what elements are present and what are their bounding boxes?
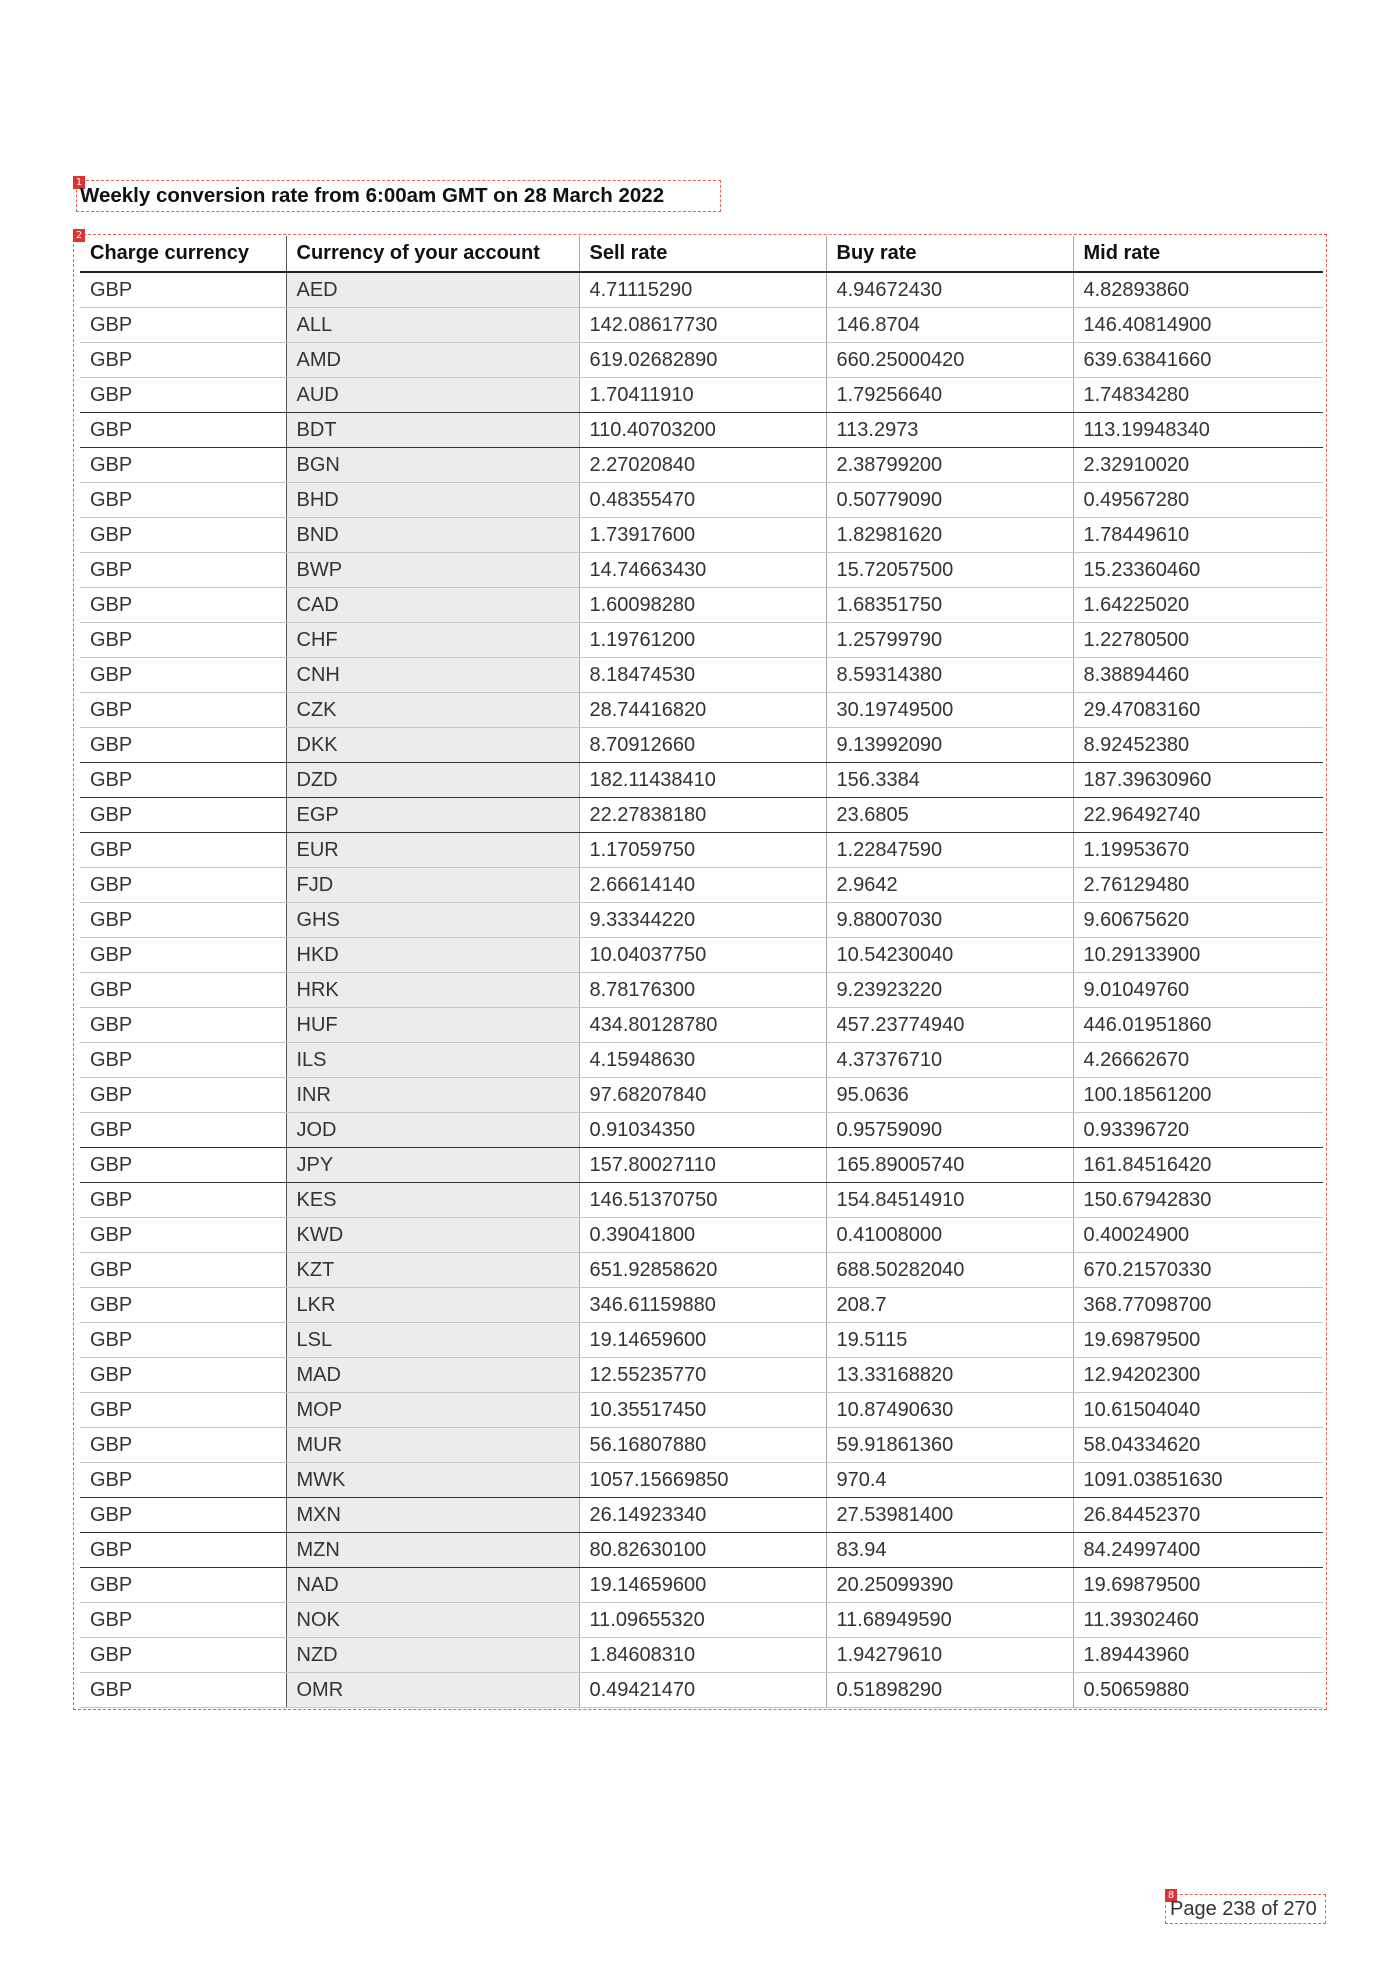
page-number: Page 238 of 270 (1170, 1898, 1317, 1920)
table-row (80, 728, 1323, 763)
cell-sell-rate: 1057.15669850 (579, 1463, 826, 1498)
cell-buy-rate: 11.68949590 (826, 1603, 1073, 1638)
cell-account-currency: KES (286, 1183, 579, 1218)
table-row (80, 343, 1323, 378)
cell-sell-rate: 8.78176300 (579, 973, 826, 1008)
cell-charge-currency: GBP (80, 1673, 286, 1708)
cell-sell-rate: 97.68207840 (579, 1078, 826, 1113)
cell-charge-currency: GBP (80, 868, 286, 903)
cell-charge-currency: GBP (80, 693, 286, 728)
cell-mid-rate: 0.40024900 (1073, 1218, 1323, 1253)
table-row (80, 973, 1323, 1008)
cell-sell-rate: 8.18474530 (579, 658, 826, 693)
cell-sell-rate: 28.74416820 (579, 693, 826, 728)
cell-account-currency: DKK (286, 728, 579, 763)
table-row (80, 1498, 1323, 1533)
cell-charge-currency: GBP (80, 413, 286, 448)
cell-mid-rate: 1.22780500 (1073, 623, 1323, 658)
cell-buy-rate: 2.9642 (826, 868, 1073, 903)
table-row (80, 658, 1323, 693)
table-row (80, 378, 1323, 413)
table-row (80, 1148, 1323, 1183)
cell-account-currency: JPY (286, 1148, 579, 1183)
cell-buy-rate: 113.2973 (826, 413, 1073, 448)
cell-charge-currency: GBP (80, 973, 286, 1008)
cell-buy-rate: 4.37376710 (826, 1043, 1073, 1078)
cell-account-currency: CNH (286, 658, 579, 693)
cell-charge-currency: GBP (80, 798, 286, 833)
cell-account-currency: GHS (286, 903, 579, 938)
cell-charge-currency: GBP (80, 623, 286, 658)
cell-account-currency: HKD (286, 938, 579, 973)
header-sell-rate: Sell rate (579, 236, 826, 272)
table-row (80, 518, 1323, 553)
cell-charge-currency: GBP (80, 763, 286, 798)
cell-buy-rate: 95.0636 (826, 1078, 1073, 1113)
table-row (80, 1673, 1323, 1708)
cell-sell-rate: 4.15948630 (579, 1043, 826, 1078)
cell-buy-rate: 1.22847590 (826, 833, 1073, 868)
table-row (80, 1078, 1323, 1113)
cell-account-currency: CAD (286, 588, 579, 623)
cell-buy-rate: 1.25799790 (826, 623, 1073, 658)
cell-sell-rate: 80.82630100 (579, 1533, 826, 1568)
table-row (80, 1638, 1323, 1673)
table-row (80, 483, 1323, 518)
table-row (80, 903, 1323, 938)
table-row (80, 868, 1323, 903)
cell-account-currency: MXN (286, 1498, 579, 1533)
cell-mid-rate: 187.39630960 (1073, 763, 1323, 798)
cell-charge-currency: GBP (80, 728, 286, 763)
cell-mid-rate: 0.50659880 (1073, 1673, 1323, 1708)
cell-buy-rate: 4.94672430 (826, 272, 1073, 308)
cell-buy-rate: 1.79256640 (826, 378, 1073, 413)
cell-buy-rate: 146.8704 (826, 308, 1073, 343)
cell-buy-rate: 15.72057500 (826, 553, 1073, 588)
cell-sell-rate: 10.35517450 (579, 1393, 826, 1428)
cell-account-currency: EGP (286, 798, 579, 833)
cell-account-currency: BHD (286, 483, 579, 518)
cell-mid-rate: 19.69879500 (1073, 1568, 1323, 1603)
cell-charge-currency: GBP (80, 1113, 286, 1148)
cell-buy-rate: 970.4 (826, 1463, 1073, 1498)
cell-sell-rate: 1.84608310 (579, 1638, 826, 1673)
cell-mid-rate: 1.78449610 (1073, 518, 1323, 553)
cell-account-currency: NZD (286, 1638, 579, 1673)
cell-sell-rate: 19.14659600 (579, 1323, 826, 1358)
cell-sell-rate: 0.39041800 (579, 1218, 826, 1253)
cell-account-currency: LKR (286, 1288, 579, 1323)
cell-buy-rate: 1.82981620 (826, 518, 1073, 553)
cell-account-currency: AED (286, 272, 579, 308)
table-row (80, 1218, 1323, 1253)
conversion-rate-table (80, 236, 1323, 1708)
cell-mid-rate: 58.04334620 (1073, 1428, 1323, 1463)
table-row (80, 308, 1323, 343)
cell-account-currency: FJD (286, 868, 579, 903)
cell-account-currency: NAD (286, 1568, 579, 1603)
cell-buy-rate: 2.38799200 (826, 448, 1073, 483)
cell-sell-rate: 0.49421470 (579, 1673, 826, 1708)
cell-mid-rate: 8.92452380 (1073, 728, 1323, 763)
cell-sell-rate: 0.91034350 (579, 1113, 826, 1148)
cell-charge-currency: GBP (80, 1148, 286, 1183)
cell-sell-rate: 19.14659600 (579, 1568, 826, 1603)
cell-mid-rate: 9.60675620 (1073, 903, 1323, 938)
page-title: Weekly conversion rate from 6:00am GMT on 28 March 2022 (80, 184, 665, 207)
table-row (80, 693, 1323, 728)
cell-sell-rate: 22.27838180 (579, 798, 826, 833)
cell-sell-rate: 146.51370750 (579, 1183, 826, 1218)
cell-buy-rate: 208.7 (826, 1288, 1073, 1323)
cell-buy-rate: 27.53981400 (826, 1498, 1073, 1533)
cell-mid-rate: 368.77098700 (1073, 1288, 1323, 1323)
cell-account-currency: KZT (286, 1253, 579, 1288)
cell-charge-currency: GBP (80, 1463, 286, 1498)
cell-buy-rate: 0.51898290 (826, 1673, 1073, 1708)
cell-sell-rate: 0.48355470 (579, 483, 826, 518)
cell-charge-currency: GBP (80, 1043, 286, 1078)
cell-mid-rate: 11.39302460 (1073, 1603, 1323, 1638)
cell-mid-rate: 4.82893860 (1073, 272, 1323, 308)
cell-account-currency: INR (286, 1078, 579, 1113)
cell-sell-rate: 56.16807880 (579, 1428, 826, 1463)
cell-charge-currency: GBP (80, 378, 286, 413)
cell-mid-rate: 12.94202300 (1073, 1358, 1323, 1393)
cell-buy-rate: 0.95759090 (826, 1113, 1073, 1148)
cell-charge-currency: GBP (80, 903, 286, 938)
cell-sell-rate: 619.02682890 (579, 343, 826, 378)
cell-charge-currency: GBP (80, 1008, 286, 1043)
cell-mid-rate: 1.64225020 (1073, 588, 1323, 623)
cell-charge-currency: GBP (80, 658, 286, 693)
cell-mid-rate: 1.74834280 (1073, 378, 1323, 413)
table-row (80, 413, 1323, 448)
region-marker-1: 1 (73, 176, 85, 189)
cell-buy-rate: 1.94279610 (826, 1638, 1073, 1673)
cell-account-currency: BGN (286, 448, 579, 483)
cell-account-currency: MOP (286, 1393, 579, 1428)
table-row (80, 1568, 1323, 1603)
cell-charge-currency: GBP (80, 1428, 286, 1463)
table-row (80, 938, 1323, 973)
cell-mid-rate: 113.19948340 (1073, 413, 1323, 448)
cell-charge-currency: GBP (80, 1183, 286, 1218)
cell-sell-rate: 9.33344220 (579, 903, 826, 938)
cell-charge-currency: GBP (80, 272, 286, 308)
cell-mid-rate: 150.67942830 (1073, 1183, 1323, 1218)
cell-account-currency: EUR (286, 833, 579, 868)
cell-charge-currency: GBP (80, 1498, 286, 1533)
cell-buy-rate: 154.84514910 (826, 1183, 1073, 1218)
cell-buy-rate: 1.68351750 (826, 588, 1073, 623)
cell-buy-rate: 10.54230040 (826, 938, 1073, 973)
cell-charge-currency: GBP (80, 553, 286, 588)
cell-account-currency: BDT (286, 413, 579, 448)
cell-buy-rate: 30.19749500 (826, 693, 1073, 728)
cell-sell-rate: 1.73917600 (579, 518, 826, 553)
cell-charge-currency: GBP (80, 483, 286, 518)
cell-sell-rate: 110.40703200 (579, 413, 826, 448)
cell-account-currency: KWD (286, 1218, 579, 1253)
cell-buy-rate: 457.23774940 (826, 1008, 1073, 1043)
region-marker-8: 8 (1165, 1889, 1177, 1902)
cell-sell-rate: 26.14923340 (579, 1498, 826, 1533)
cell-sell-rate: 434.80128780 (579, 1008, 826, 1043)
cell-buy-rate: 0.50779090 (826, 483, 1073, 518)
table-row (80, 763, 1323, 798)
cell-charge-currency: GBP (80, 448, 286, 483)
cell-buy-rate: 23.6805 (826, 798, 1073, 833)
cell-account-currency: CHF (286, 623, 579, 658)
cell-mid-rate: 670.21570330 (1073, 1253, 1323, 1288)
cell-mid-rate: 26.84452370 (1073, 1498, 1323, 1533)
cell-sell-rate: 4.71115290 (579, 272, 826, 308)
cell-buy-rate: 19.5115 (826, 1323, 1073, 1358)
cell-charge-currency: GBP (80, 1393, 286, 1428)
cell-account-currency: HRK (286, 973, 579, 1008)
cell-buy-rate: 688.50282040 (826, 1253, 1073, 1288)
table-row (80, 1603, 1323, 1638)
cell-sell-rate: 142.08617730 (579, 308, 826, 343)
cell-charge-currency: GBP (80, 1253, 286, 1288)
table-row (80, 1253, 1323, 1288)
cell-buy-rate: 8.59314380 (826, 658, 1073, 693)
cell-mid-rate: 84.24997400 (1073, 1533, 1323, 1568)
cell-sell-rate: 12.55235770 (579, 1358, 826, 1393)
cell-account-currency: DZD (286, 763, 579, 798)
table-row (80, 553, 1323, 588)
table-row (80, 1463, 1323, 1498)
cell-mid-rate: 446.01951860 (1073, 1008, 1323, 1043)
cell-sell-rate: 1.60098280 (579, 588, 826, 623)
header-mid-rate: Mid rate (1073, 236, 1323, 272)
table-row (80, 448, 1323, 483)
cell-charge-currency: GBP (80, 938, 286, 973)
cell-mid-rate: 29.47083160 (1073, 693, 1323, 728)
cell-charge-currency: GBP (80, 1288, 286, 1323)
cell-buy-rate: 156.3384 (826, 763, 1073, 798)
cell-mid-rate: 2.32910020 (1073, 448, 1323, 483)
table-row (80, 623, 1323, 658)
cell-charge-currency: GBP (80, 1568, 286, 1603)
table-row (80, 1428, 1323, 1463)
header-charge-currency: Charge currency (80, 236, 286, 272)
table-row (80, 588, 1323, 623)
cell-account-currency: MAD (286, 1358, 579, 1393)
cell-sell-rate: 1.70411910 (579, 378, 826, 413)
cell-buy-rate: 0.41008000 (826, 1218, 1073, 1253)
table-row (80, 1008, 1323, 1043)
table-row (80, 1183, 1323, 1218)
cell-buy-rate: 9.23923220 (826, 973, 1073, 1008)
table-row (80, 1043, 1323, 1078)
cell-charge-currency: GBP (80, 833, 286, 868)
table-row (80, 1113, 1323, 1148)
table-row (80, 1393, 1323, 1428)
cell-account-currency: AUD (286, 378, 579, 413)
cell-charge-currency: GBP (80, 308, 286, 343)
cell-charge-currency: GBP (80, 1638, 286, 1673)
table-row (80, 272, 1323, 308)
cell-mid-rate: 0.93396720 (1073, 1113, 1323, 1148)
cell-mid-rate: 2.76129480 (1073, 868, 1323, 903)
cell-account-currency: ALL (286, 308, 579, 343)
cell-mid-rate: 1.19953670 (1073, 833, 1323, 868)
region-marker-2: 2 (73, 229, 85, 242)
cell-account-currency: MUR (286, 1428, 579, 1463)
cell-mid-rate: 100.18561200 (1073, 1078, 1323, 1113)
cell-charge-currency: GBP (80, 1323, 286, 1358)
cell-account-currency: BND (286, 518, 579, 553)
cell-buy-rate: 59.91861360 (826, 1428, 1073, 1463)
cell-buy-rate: 165.89005740 (826, 1148, 1073, 1183)
cell-sell-rate: 2.66614140 (579, 868, 826, 903)
table-row (80, 1323, 1323, 1358)
cell-account-currency: LSL (286, 1323, 579, 1358)
cell-account-currency: MWK (286, 1463, 579, 1498)
cell-mid-rate: 10.61504040 (1073, 1393, 1323, 1428)
cell-buy-rate: 660.25000420 (826, 343, 1073, 378)
table-row (80, 798, 1323, 833)
cell-account-currency: BWP (286, 553, 579, 588)
cell-mid-rate: 9.01049760 (1073, 973, 1323, 1008)
cell-charge-currency: GBP (80, 1603, 286, 1638)
cell-charge-currency: GBP (80, 588, 286, 623)
cell-charge-currency: GBP (80, 1218, 286, 1253)
cell-account-currency: ILS (286, 1043, 579, 1078)
cell-mid-rate: 8.38894460 (1073, 658, 1323, 693)
cell-sell-rate: 1.17059750 (579, 833, 826, 868)
cell-sell-rate: 2.27020840 (579, 448, 826, 483)
cell-buy-rate: 20.25099390 (826, 1568, 1073, 1603)
cell-account-currency: MZN (286, 1533, 579, 1568)
cell-mid-rate: 4.26662670 (1073, 1043, 1323, 1078)
table-row (80, 1358, 1323, 1393)
cell-account-currency: AMD (286, 343, 579, 378)
table-row (80, 1288, 1323, 1323)
cell-buy-rate: 9.13992090 (826, 728, 1073, 763)
cell-sell-rate: 157.80027110 (579, 1148, 826, 1183)
cell-account-currency: NOK (286, 1603, 579, 1638)
cell-mid-rate: 22.96492740 (1073, 798, 1323, 833)
cell-buy-rate: 10.87490630 (826, 1393, 1073, 1428)
cell-buy-rate: 83.94 (826, 1533, 1073, 1568)
cell-mid-rate: 19.69879500 (1073, 1323, 1323, 1358)
cell-sell-rate: 14.74663430 (579, 553, 826, 588)
cell-sell-rate: 1.19761200 (579, 623, 826, 658)
cell-sell-rate: 8.70912660 (579, 728, 826, 763)
cell-mid-rate: 15.23360460 (1073, 553, 1323, 588)
table-row (80, 1533, 1323, 1568)
cell-account-currency: HUF (286, 1008, 579, 1043)
cell-sell-rate: 346.61159880 (579, 1288, 826, 1323)
cell-account-currency: JOD (286, 1113, 579, 1148)
table-header-row (80, 236, 1323, 272)
cell-account-currency: CZK (286, 693, 579, 728)
cell-mid-rate: 146.40814900 (1073, 308, 1323, 343)
cell-charge-currency: GBP (80, 1358, 286, 1393)
header-buy-rate: Buy rate (826, 236, 1073, 272)
cell-mid-rate: 10.29133900 (1073, 938, 1323, 973)
cell-mid-rate: 639.63841660 (1073, 343, 1323, 378)
cell-charge-currency: GBP (80, 343, 286, 378)
cell-account-currency: OMR (286, 1673, 579, 1708)
table-row (80, 833, 1323, 868)
cell-mid-rate: 0.49567280 (1073, 483, 1323, 518)
cell-buy-rate: 9.88007030 (826, 903, 1073, 938)
cell-charge-currency: GBP (80, 518, 286, 553)
header-account-currency: Currency of your account (286, 236, 579, 272)
cell-sell-rate: 651.92858620 (579, 1253, 826, 1288)
cell-charge-currency: GBP (80, 1078, 286, 1113)
cell-mid-rate: 161.84516420 (1073, 1148, 1323, 1183)
cell-sell-rate: 10.04037750 (579, 938, 826, 973)
table-body (80, 272, 1323, 1708)
cell-mid-rate: 1091.03851630 (1073, 1463, 1323, 1498)
cell-sell-rate: 11.09655320 (579, 1603, 826, 1638)
cell-buy-rate: 13.33168820 (826, 1358, 1073, 1393)
cell-charge-currency: GBP (80, 1533, 286, 1568)
cell-sell-rate: 182.11438410 (579, 763, 826, 798)
cell-mid-rate: 1.89443960 (1073, 1638, 1323, 1673)
